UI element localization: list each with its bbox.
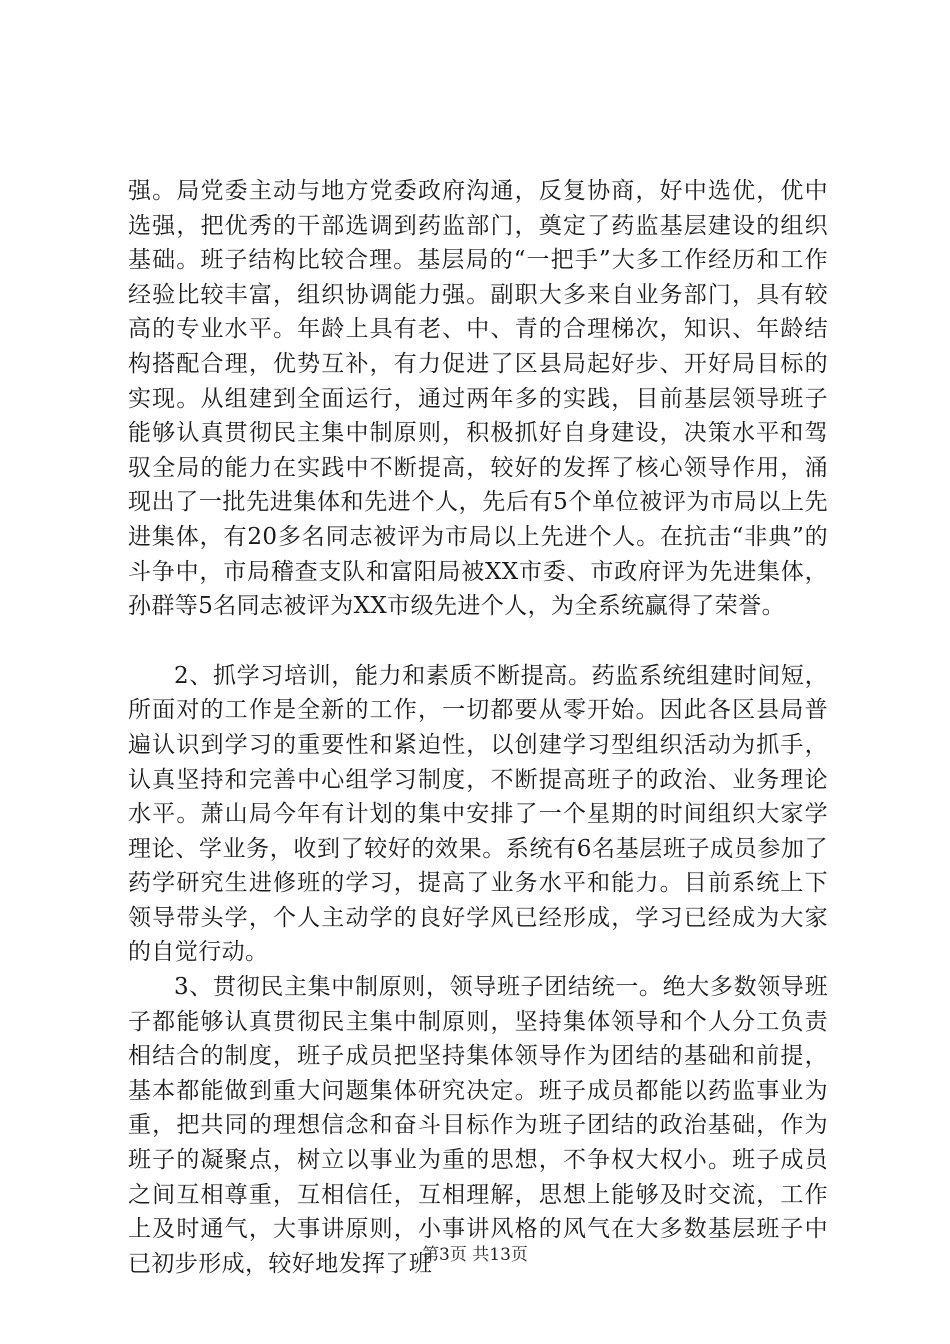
- document-body: [128, 174, 828, 1281]
- paragraph-continuation: 强。局党委主动与地方党委政府沟通，反复协商，好中选优，优中选强，把优秀的干部选调到药监部门，奠定了药监基层建设的组织基础。班子结构比较合理。基层局的“一把手”大多工作经历和工作经验比较丰富，组织协调能力强。副职大多来自业务部门，具有较高的专业水平。年龄上具有老、中、青的合理梯次，知识、年龄结构搭配合理，优势互补，有力促进了区县局起好步、开好局目标的实现。从组建到全面运行，通过两年多的实践，目前基层领导班子能够认真贯彻民主集中制原则，积极抓好自身建设，决策水平和驾驭全局的能力在实践中不断提高，较好的发挥了核心领导作用，涌现出了一批先进集体和先进个人，先后有5个单位被评为市局以上先进集体，有20多名同志被评为市局以上先进个人。在抗击“非典”的斗争中，市局稽查支队和富阳局被XX市委、市政府评为先进集体，孙群等5名同志被评为XX市级先进个人，为全系统赢得了荣誉。: [128, 178, 828, 620]
- paragraph-democratic-centralism: 3、贯彻民主集中制原则，领导班子团结统一。绝大多数领导班子都能够认真贯彻民主集中制原则，坚持集体领导和个人分工负责相结合的制度，班子成员把坚持集体领导作为团结的基础和前提，基本都能做到重大问题集体研究决定。班子成员都能以药监事业为重，把共同的理想信念和奋斗目标作为班子团结的政治基础，作为班子的凝聚点，树立以事业为重的思想，不争权大权小。班子成员之间互相尊重，互相信任，互相理解，思想上能够及时交流，工作上及时通气，大事讲原则，小事讲风格的风气在大多数基层班子中已初步形成，较好地发挥了班: [128, 974, 828, 1277]
- page-number-footer: 第3页 共13页: [422, 1245, 528, 1265]
- paragraph-study-training: 2、抓学习培训，能力和素质不断提高。药监系统组建时间短，所面对的工作是全新的工作，一切都要从零开始。因此各区县局普遍认识到学习的重要性和紧迫性，以创建学习型组织活动为抓手，认真坚持和完善中心组学习制度，不断提高班子的政治、业务理论水平。萧山局今年有计划的集中安排了一个星期的时间组织大家学理论、学业务，收到了较好的效果。系统有6名基层班子成员参加了药学研究生进修班的学习，提高了业务水平和能力。目前系统上下领导带头学，个人主动学的良好学风已经形成，学习已经成为大家的自觉行动。: [128, 662, 828, 966]
